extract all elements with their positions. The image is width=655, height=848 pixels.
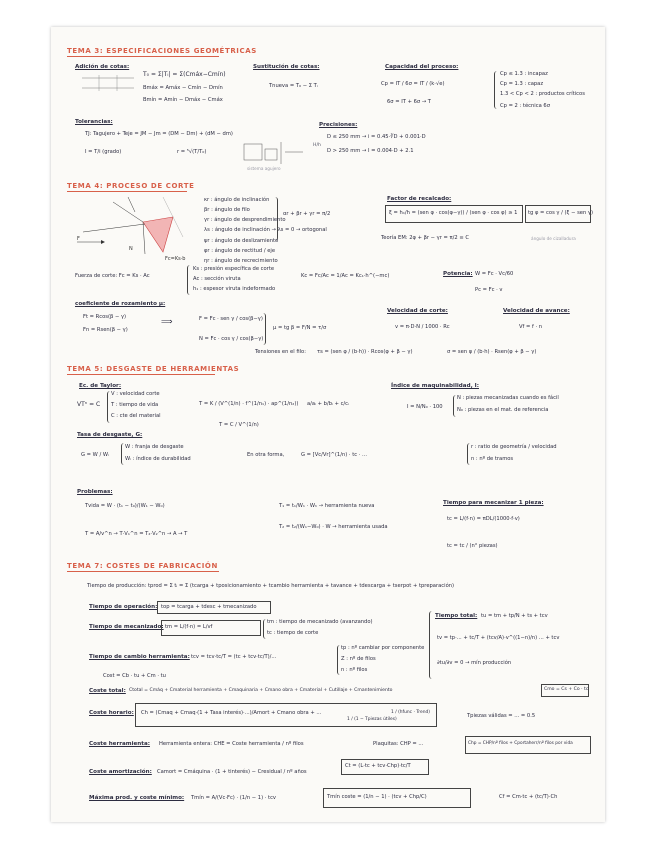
section-title-tema7: TEMA 7: COSTES DE FABRICACIÓN (67, 562, 218, 570)
desgaste-gv: G = [Vc/Vr]^(1/n) · tc · ... (301, 452, 367, 458)
taylor-tk: T = K / (V^(1/n) · f^(1/n₁) · ap^(1/n₂)) (199, 401, 299, 407)
taylor-t: T : tiempo de vida (111, 402, 159, 408)
section-title-tema3: TEMA 3: ESPECIFICACIONES GEOMÉTRICAS (67, 47, 257, 55)
problemas-label: Problemas: (77, 489, 113, 495)
coste-ct: Ct = (L·tc + tcv·Chp)·tc/T (345, 763, 411, 769)
tmin-produccion: Tmín = A/(Vc·Fc) · (1/n − 1) · tcv (191, 795, 277, 801)
desgaste-label: Tasa de desgaste, G: (77, 432, 143, 438)
sustitucion-label: Sustitución de cotas: (253, 64, 320, 70)
angulo-g4: λs : ángulo de inclinación → λs = 0 → ortogonal (204, 227, 327, 233)
taylor-c: C : cte del material (111, 413, 161, 419)
tolerancias-label: Tolerancias: (75, 119, 113, 125)
coste-amortizacion-label: Coste amortización: (89, 769, 152, 775)
coste-horario-ch3: 1 / (hfunc · Trend) (391, 710, 430, 715)
recalcado-formula: ξ = h₁/h = (sen φ · cos(φ−γ)) / (sen φ · cos φ) ≥ 1 (389, 210, 518, 216)
desgaste-g: G = W / Wᵢ (81, 452, 109, 458)
recalcado-label: Factor de recalcado: (387, 196, 452, 202)
tolerancias-ti: I = T/i (grado) (85, 149, 122, 155)
potencia-w: W = Fc · Vc/60 (475, 271, 514, 277)
coste-herramienta-label: Coste herramienta: (89, 741, 150, 747)
cambio-label: Tiempo de cambio herramienta: (89, 654, 190, 660)
tiempo-operacion-label: Tiempo de operación: (89, 604, 158, 610)
adicion-f1: T₀ = Σ|Tᵢ| = Σ(Cmáx−Cmín) (143, 71, 226, 78)
maquinabilidad-n: N : piezas mecanizadas cuando es fácil (457, 395, 559, 401)
corte-diagram (73, 192, 191, 262)
fuerza-ks: Ks : presión específica de corte (193, 266, 275, 272)
capacidad-cp5: Cp = 2 : técnica 6σ (500, 103, 550, 109)
coste-horario: Ch = (Cmaq + Cmaq·(1 + Tasa interés)·...)/Amort + Cmano obra + ... (141, 710, 322, 716)
fuerza-kc: Kc = Fc/Ac = 1/Ac = Kc₁·h^(−mc) (301, 273, 390, 279)
taylor-ta: T = C / V^(1/n) (219, 422, 259, 428)
ajuste-hh: H/h (313, 143, 321, 148)
notes-page (51, 27, 605, 822)
angulo-suma: αr + βr + γr = π/2 (283, 211, 331, 217)
tiempo-produccion: Tiempo de producción: tprod = Σ tᵢ = Σ (tcarga + tposicionamiento + tcambio herramienta + tavance + tdescarga + tserpot + tpreparación) (87, 583, 455, 589)
coste-chp: Chp = CHP/nº filos + Cportaherr/nº filos por vida (468, 741, 573, 746)
precisiones-label: Precisiones: (319, 122, 358, 128)
precisiones-p2: D > 250 mm → I = 0.004·D + 2.1 (327, 148, 414, 154)
coste-horario-ch2: 1 / (1 − Tpiezas útiles) (347, 717, 397, 722)
teoria-em-note: ángulo de cizalladura (531, 236, 576, 241)
problemas-tvida: Tvida = W · (t₁ − t₀)/(W₁ − W₀) (85, 503, 165, 509)
teoria-em: Teoría EM: 2φ + βr − γr = π/2 ≡ C (381, 235, 469, 241)
rozamiento-n: N = Fc · cos γ / cos(β−γ) (199, 336, 264, 342)
problemas-schema: T = A/v^n → T·V₁^n = T₂·V₂^n → A → T (85, 531, 188, 537)
tmin-coste: Tmín coste = (1/n − 1) · (tcv + Chp/C) (327, 794, 427, 800)
tiempo-mecanizar-tc: tc = L/(f·n) = πDL/(1000·f·v) (447, 516, 520, 522)
coste-herramienta: Herramienta entera: CHE = Coste herramienta / nº filos (159, 741, 304, 747)
coste-horario-ch4: Tpiezas válidas = ... = 0.5 (467, 713, 536, 719)
coste-cf: Cf = Cm·tc + (tc/T)·Ch (499, 794, 558, 800)
capacidad-cp4: 1.3 < Cp < 2 : productos críticos (500, 91, 585, 97)
rozamiento-label: coeficiente de rozamiento μ: (75, 301, 166, 307)
maxima-prod-label: Máxima prod. y coste mínimo: (89, 795, 185, 801)
tiempo-mecanizado-tm: tm : tiempo de mecanizado (avanzando) (267, 619, 373, 625)
problemas-tafil: T₂ = t₂/(W₁−W₀) · W → herramienta usada (279, 524, 388, 530)
recalcado-tg: tg φ = cos γ / (ξ − sen γ) (528, 210, 594, 216)
section-title-tema5: TEMA 5: DESGASTE DE HERRAMIENTAS (67, 365, 240, 373)
cambio-z: Z : nº de filos (341, 656, 376, 662)
rozamiento-f: F = Fc · sen γ / cos(β−γ) (199, 316, 263, 322)
tiempo-mecanizado-label: Tiempo de mecanizado: (89, 624, 164, 630)
taylor-abc: a/aᵢ + b/bᵢ + c/cᵢ (307, 401, 349, 407)
desgaste-wi: Wᵢ : índice de durabilidad (125, 456, 191, 462)
tiempo-operacion: top = tcarga + tdesc + tmecanizado (161, 604, 257, 610)
coste-mo: Cost = Cb · tu + Cm · tu (103, 673, 166, 679)
svg-text:Fc=Ks·b: Fc=Ks·b (165, 256, 186, 262)
problemas-tfin: T₁ = t₁/W₁ · Wₕ → herramienta nueva (279, 503, 375, 509)
capacidad-cp2: Cp ≤ 1.3 : incapaz (500, 71, 548, 77)
tiempo-total-tu: tu = tm + tp/N + ts + tcv (481, 613, 548, 619)
coste-total: Ctotal = Cmáq + Cmaterial herramienta + Cmaquinaria + Cmano obra + Cmaterial + Cutillaje + Cmantenimiento (129, 688, 393, 693)
tolerancias-tj: TJ: Tagujero + Teje = JM − Jm = (DM − Dm) + (dM − dm) (85, 131, 233, 137)
capacidad-label: Capacidad del proceso: (385, 64, 459, 70)
coste-horario-label: Coste horario: (89, 710, 134, 716)
tensiones-sigma: σ = sen φ / (b·h) · Rsen(φ + β − γ) (447, 349, 537, 355)
fuerza-corte: Fuerza de corte: Fc = Ks · Ac (75, 273, 150, 279)
adicion-f3: Bmín = Amín − Dmáx − Cmáx (143, 97, 223, 103)
angulo-g1: κr : ángulo de inclinación (204, 197, 270, 203)
velocidad-corte: v = π·D·N / 1000 · Rc (395, 324, 450, 330)
desgaste-otra: En otra forma, (247, 452, 285, 458)
capacidad-cp3: Cp = 1.3 : capaz (500, 81, 544, 87)
tiempo-mecanizado: tm = L/(f·n) = L/vf (165, 624, 213, 630)
sistema-agujero: sistema agujero (247, 166, 281, 171)
potencia-label: Potencia: (443, 271, 473, 277)
taylor-v: V : velocidad corte (111, 391, 160, 397)
desgaste-r: r : ratio de geometría / velocidad (471, 444, 557, 450)
coste-mo-box: Cmo = Cs + Co · tc (544, 687, 589, 692)
tiempo-mecanizar-label: Tiempo para mecanizar 1 pieza: (443, 500, 544, 506)
adicion-f2: Bmáx = Amáx − Cmín − Dmín (143, 85, 223, 91)
tensiones-filo: Tensiones en el filo: (255, 349, 306, 355)
cambio-tp: tp : nº cambiar por componente (341, 645, 425, 651)
angulo-g2: βr : ángulo de filo (204, 207, 250, 213)
velocidad-corte-label: Velocidad de corte: (387, 308, 448, 314)
ajuste-sketch (241, 140, 311, 166)
tiempo-mecanizar-tc2: tc = tc / (n° piezas) (447, 543, 498, 549)
coste-amortizacion: Camort = Cmáquina · (1 + tinterés) − Cresidual / nº años (157, 769, 307, 775)
angulo-g7: ηr : ángulo de recrecimiento (204, 258, 278, 264)
coste-total-label: Coste total: (89, 688, 126, 694)
avance-formula: Vf = f · n (519, 324, 543, 330)
angulo-g3: γr : ángulo de desprendimiento (204, 217, 286, 223)
desgaste-n: n : nº de tramos (471, 456, 514, 462)
tiempo-mecanizado-tc: tc : tiempo de corte (267, 630, 319, 636)
taylor-vtn: VTⁿ = C (77, 401, 101, 408)
desgaste-w: W : franja de desgaste (125, 444, 184, 450)
tiempo-total-tv: tv = tp·... + tc/T + (tcv/A)·v^((1−n)/n) ... + tcv (437, 635, 560, 641)
minima-produccion: ∂tu/∂v = 0 → mín producción (437, 660, 512, 666)
maquinabilidad-label: Índice de maquinabilidad, I: (391, 383, 479, 389)
maquinabilidad-n0: N₀ : piezas en el mat. de referencia (457, 407, 549, 413)
arrow-glyph: ⟹ (161, 317, 173, 326)
rozamiento-ft: Ft = Rcos(β − γ) (83, 314, 127, 320)
capacidad-cp6: 6σ = IT + 6σ → T (387, 99, 431, 105)
rozamiento-fn: Fn = Rsen(β − γ) (83, 327, 128, 333)
rozamiento-mu: μ = tg β = F/N = τ/σ (273, 325, 327, 331)
tensiones-tau: τs = (sen φ / (b·h)) · Rcos(φ + β − γ) (317, 349, 413, 355)
capacidad-cp: Cp = IT / 6σ = IT / (k·√e) (381, 81, 445, 87)
potencia-pc: Pc = Fc · v (475, 287, 503, 293)
svg-text:N: N (129, 246, 133, 252)
coste-plaquitas: Plaquitas: CHP = ... (373, 741, 424, 747)
tiempo-total-label: Tiempo total: (435, 613, 478, 619)
cambio-formula: tcv = tcv·tc/T = (tc + tcv·tc/T)/... (191, 654, 277, 660)
angulo-g5: ψr : ángulo de deslizamiento (204, 238, 279, 244)
adicion-sketch (79, 72, 139, 94)
avance-label: Velocidad de avance: (503, 308, 570, 314)
sustitucion-formula: Tnueva = T₀ − Σ Tᵢ (269, 83, 318, 89)
cambio-n: n : nº filos (341, 667, 368, 673)
fuerza-ac: Ac : sección viruta (193, 276, 241, 282)
tolerancias-tr: r = ⁵√(T/T₀) (177, 149, 207, 155)
precisiones-p1: D ≤ 250 mm → i = 0.45·∛D + 0.001·D (327, 134, 426, 140)
svg-text:F: F (77, 236, 80, 242)
taylor-label: Ec. de Taylor: (79, 383, 122, 389)
fuerza-h: h₁ : espesor viruta indeformado (193, 286, 276, 292)
angulo-g6: φr : ángulo de rectitud / eje (204, 248, 276, 254)
maquinabilidad-i: I = N/N₀ · 100 (407, 404, 443, 410)
adicion-label: Adición de cotas: (75, 64, 130, 70)
section-title-tema4: TEMA 4: PROCESO DE CORTE (67, 182, 195, 190)
